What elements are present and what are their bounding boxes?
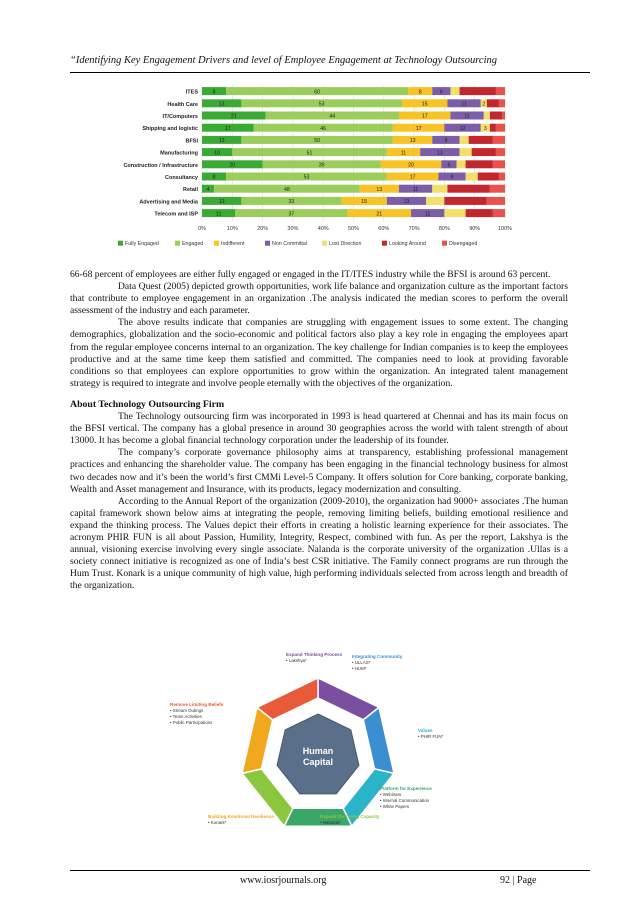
- data-label: 6: [439, 89, 443, 96]
- section-heading: About Technology Outsourcing Firm: [70, 398, 225, 410]
- diagram-item-title: Values: [418, 728, 433, 733]
- x-tick-label: 50%: [347, 226, 360, 233]
- legend-label: Lost Direction: [329, 241, 362, 248]
- legend-swatch: [175, 241, 180, 246]
- legend-swatch: [382, 241, 387, 246]
- bar-segment: [444, 197, 486, 205]
- bar-segment: [496, 124, 505, 132]
- diagram-item-sub: • Stream Outings: [170, 708, 204, 713]
- footer-rule: [70, 870, 590, 871]
- bar-segment: [493, 160, 505, 168]
- bar-segment: [493, 136, 505, 144]
- bar-segment: [478, 173, 499, 181]
- data-label: 21: [376, 211, 383, 218]
- data-label: 15: [421, 101, 428, 108]
- category-label: Advertising and Media: [139, 199, 198, 206]
- human-capital-diagram: [168, 650, 468, 862]
- bar-segment: [499, 99, 505, 107]
- data-label: 8: [418, 89, 422, 96]
- bar-segment: [496, 148, 505, 156]
- data-label: 33: [288, 199, 295, 206]
- data-label: 3: [483, 125, 487, 132]
- paragraph: According to the Annual Report of the organization (2009-2010), the organization had 9000+ associates .The human capital framework shown below aims at integrating the people, removing limiting beliefs, building emotional resilience and expand the thinking process. The Values depict their efforts in creating a holistic learning experience for their associates. The acronym PHIR FUN is all about Passion, Humility, Integrity, Respect, combined with fun. As per the report, Lakshya is the annual, visioning exercise involving every single associate. Nalanda is the corporate university of the organization .Ullas is a society connect initiative is recognized as one of India’s best CSR initiative. The Family connect programs are run through the Hum Trust. Konark is a unique community of high value, high performing individuals selected from across length and breadth of the organization.: [70, 495, 568, 592]
- data-label: 60: [314, 89, 321, 96]
- diagram-item-title: Building Emotional Resilience: [208, 814, 274, 819]
- data-label: 11: [461, 101, 467, 108]
- x-tick-label: 30%: [287, 226, 299, 233]
- bar-segment: [469, 136, 493, 144]
- engagement-chart: [70, 80, 560, 260]
- bar-segment: [502, 112, 505, 120]
- data-label: 15: [361, 199, 367, 206]
- center-label: Human: [302, 746, 334, 756]
- data-label: 17: [421, 113, 428, 120]
- data-label: 13: [409, 138, 416, 145]
- x-tick-label: 90%: [469, 226, 481, 233]
- diagram-item-sub: • PHIR FUN*: [418, 734, 444, 739]
- data-label: 20: [229, 162, 236, 169]
- data-label: 21: [230, 113, 237, 120]
- header-rule: [70, 72, 590, 73]
- bar-segment: [450, 87, 459, 95]
- bar-segment: [484, 112, 490, 120]
- ring-segment: [363, 707, 394, 773]
- data-label: 10: [214, 150, 221, 157]
- diagram-item-sub: • Konark*: [208, 820, 227, 825]
- bar-segment: [460, 87, 496, 95]
- bar-segment: [466, 160, 493, 168]
- paragraph: 66-68 percent of employees are either fully engaged or engaged in the IT/ITES industry while the BFSI is around 63 percent.: [70, 269, 551, 280]
- category-label: Shipping and logistic: [142, 126, 198, 133]
- bar-segment: [487, 99, 499, 107]
- data-label: 9: [444, 138, 448, 145]
- category-label: Consultancy: [164, 175, 198, 181]
- data-label: 50: [314, 138, 321, 145]
- data-label: 11: [412, 186, 419, 193]
- diagram-item-title: Expand Thinking Process: [286, 652, 343, 657]
- data-label: 17: [409, 174, 416, 181]
- data-label: 13: [218, 138, 225, 145]
- legend-swatch: [118, 241, 123, 246]
- diagram-item-sub: • HUM*: [352, 666, 367, 671]
- legend-label: Indifferent: [221, 241, 245, 248]
- paragraph: The above results indicate that companies are struggling with engagement issues to some extent. The changing demographics, globalization and the socio-economic and political factors also play a key role in engaging the employees apart from the regular employee concerns internal to an organization. The key challenge for Indian companies is to keep the employees productive and at the same time keep them satisfied and committed. The companies need to look at providing favorable conditions so that employees can explore opportunities to grow within the organization. An integrated talent management strategy is required to integrate and involve people eternally with the objectives of the organization.: [70, 317, 568, 389]
- diagram-item-sub: • ULLAS*: [352, 660, 371, 665]
- body-text: [70, 269, 568, 592]
- category-label: Telecom and ISP: [154, 211, 198, 218]
- ring-segment: [242, 707, 273, 773]
- data-label: 53: [318, 101, 325, 108]
- bar-segment: [460, 148, 472, 156]
- diagram-item-sub: • Internal Communication: [380, 798, 430, 803]
- category-label: Health Care: [167, 101, 198, 108]
- category-label: IT/Computers: [162, 114, 198, 120]
- bar-segment: [490, 185, 505, 193]
- data-label: 51: [306, 150, 313, 157]
- legend-swatch: [442, 241, 447, 246]
- bar-segment: [490, 112, 502, 120]
- category-label: Construction / Infrastructure: [123, 162, 198, 169]
- data-label: 11: [425, 211, 431, 218]
- data-label: 8: [212, 89, 216, 96]
- bar-segment: [472, 148, 496, 156]
- data-label: 39: [318, 162, 325, 169]
- x-tick-label: 0%: [198, 226, 206, 233]
- diagram-item-title: Integrating Community: [352, 654, 403, 659]
- legend-label: Engaged: [182, 241, 204, 248]
- data-label: 11: [215, 211, 222, 218]
- data-label: 17: [224, 125, 231, 132]
- data-label: 37: [288, 211, 295, 218]
- category-label: BFSI: [185, 138, 198, 145]
- data-label: 53: [303, 174, 310, 181]
- center-label: Capital: [302, 757, 334, 767]
- paragraph: The company’s corporate governance philosophy aims at transparency, establishing professional management practices and enhancing the shareholder value. The company has been engaging in the financial technology business for almost two decades now and it’s been the world’s first CMMi Level-5 Company. It offers solution for Core banking, corporate banking, Wealth and Asset management and Insurance, with its products, legacy modernization and consulting.: [70, 447, 568, 495]
- bar-segment: [447, 185, 489, 193]
- data-label: 13: [218, 101, 225, 108]
- diagram-item-sub: • Nalanda*: [320, 820, 341, 825]
- data-label: 9: [450, 174, 454, 181]
- x-tick-label: 10%: [226, 226, 238, 233]
- legend-label: Looking Around: [389, 241, 426, 248]
- bar-segment: [466, 209, 493, 217]
- running-header: “Identifying Key Engagement Drivers and level of Employee Engagement at Technology Outsourcing: [70, 55, 498, 66]
- x-tick-label: 100%: [497, 226, 513, 233]
- data-label: 4: [206, 186, 210, 193]
- diagram-item-title: Expand the Doing Capacity: [320, 814, 380, 819]
- data-label: 2: [482, 101, 486, 108]
- legend-swatch: [265, 241, 270, 246]
- legend-swatch: [214, 241, 219, 246]
- bar-segment: [466, 173, 478, 181]
- data-label: 48: [283, 186, 290, 193]
- footer-url: www.iosrjournals.org: [240, 875, 327, 886]
- x-tick-label: 60%: [378, 226, 390, 233]
- category-label: Manufacturing: [160, 150, 198, 157]
- diagram-item-sub: • Webinars: [380, 792, 402, 797]
- ring-segment: [318, 678, 379, 720]
- bar-segment: [496, 87, 505, 95]
- paragraph: The Technology outsourcing firm was incorporated in 1993 is head quartered at Chennai and has its main focus on the BFSI vertical. The company has a global presence in around 30 geographies across the world with talent strength of about 13000. It has become a global financial technology corporation under the leadership of its founder.: [70, 411, 568, 447]
- diagram-item-sub: • Public Participations: [170, 720, 213, 725]
- diagram-item-sub: • Lakshya*: [286, 658, 307, 663]
- data-label: 12: [459, 125, 466, 132]
- data-label: 20: [408, 162, 414, 169]
- x-tick-label: 70%: [408, 226, 420, 233]
- data-label: 13: [436, 150, 443, 157]
- diagram-item-sub: • White Papers: [380, 804, 410, 809]
- data-label: 13: [403, 199, 410, 206]
- page-number: 92 | Page: [500, 875, 537, 886]
- x-tick-label: 40%: [317, 226, 329, 233]
- data-label: 17: [415, 125, 422, 132]
- legend-label: Non Committal: [272, 241, 308, 248]
- x-tick-label: 80%: [438, 226, 450, 233]
- data-label: 13: [218, 199, 225, 206]
- category-label: Retail: [183, 187, 198, 194]
- data-label: 44: [329, 113, 336, 120]
- bar-segment: [457, 160, 466, 168]
- data-label: 11: [464, 113, 470, 120]
- legend-label: Fully Engaged: [125, 241, 159, 248]
- bar-segment: [460, 136, 469, 144]
- ring-segment: [257, 678, 318, 720]
- data-label: 11: [400, 150, 407, 157]
- legend-swatch: [322, 241, 327, 246]
- bar-segment: [444, 209, 465, 217]
- bar-segment: [490, 124, 496, 132]
- diagram-item-sub: • Team Activities: [170, 714, 202, 719]
- bar-segment: [432, 185, 447, 193]
- x-tick-label: 20%: [257, 226, 269, 233]
- bar-segment: [499, 173, 505, 181]
- data-label: 13: [376, 186, 383, 193]
- bar-segment: [426, 197, 444, 205]
- paragraph: Data Quest (2005) depicted growth opportunities, work life balance and organization culture as the important factors that contribute to employee engagement in an organization .The analysis indicated the median scores to perform the overall assessment of the industry and each parameter.: [70, 281, 568, 317]
- diagram-item-title: Remove Limiting Beliefs: [170, 702, 224, 707]
- category-label: ITES: [185, 89, 198, 96]
- bar-segment: [493, 209, 505, 217]
- data-label: 46: [320, 125, 327, 132]
- data-label: 8: [212, 174, 216, 181]
- diagram-item-title: Platform for Experience: [380, 786, 432, 791]
- bar-segment: [487, 197, 505, 205]
- data-label: 5: [447, 162, 451, 169]
- legend-label: Disengaged: [449, 241, 478, 248]
